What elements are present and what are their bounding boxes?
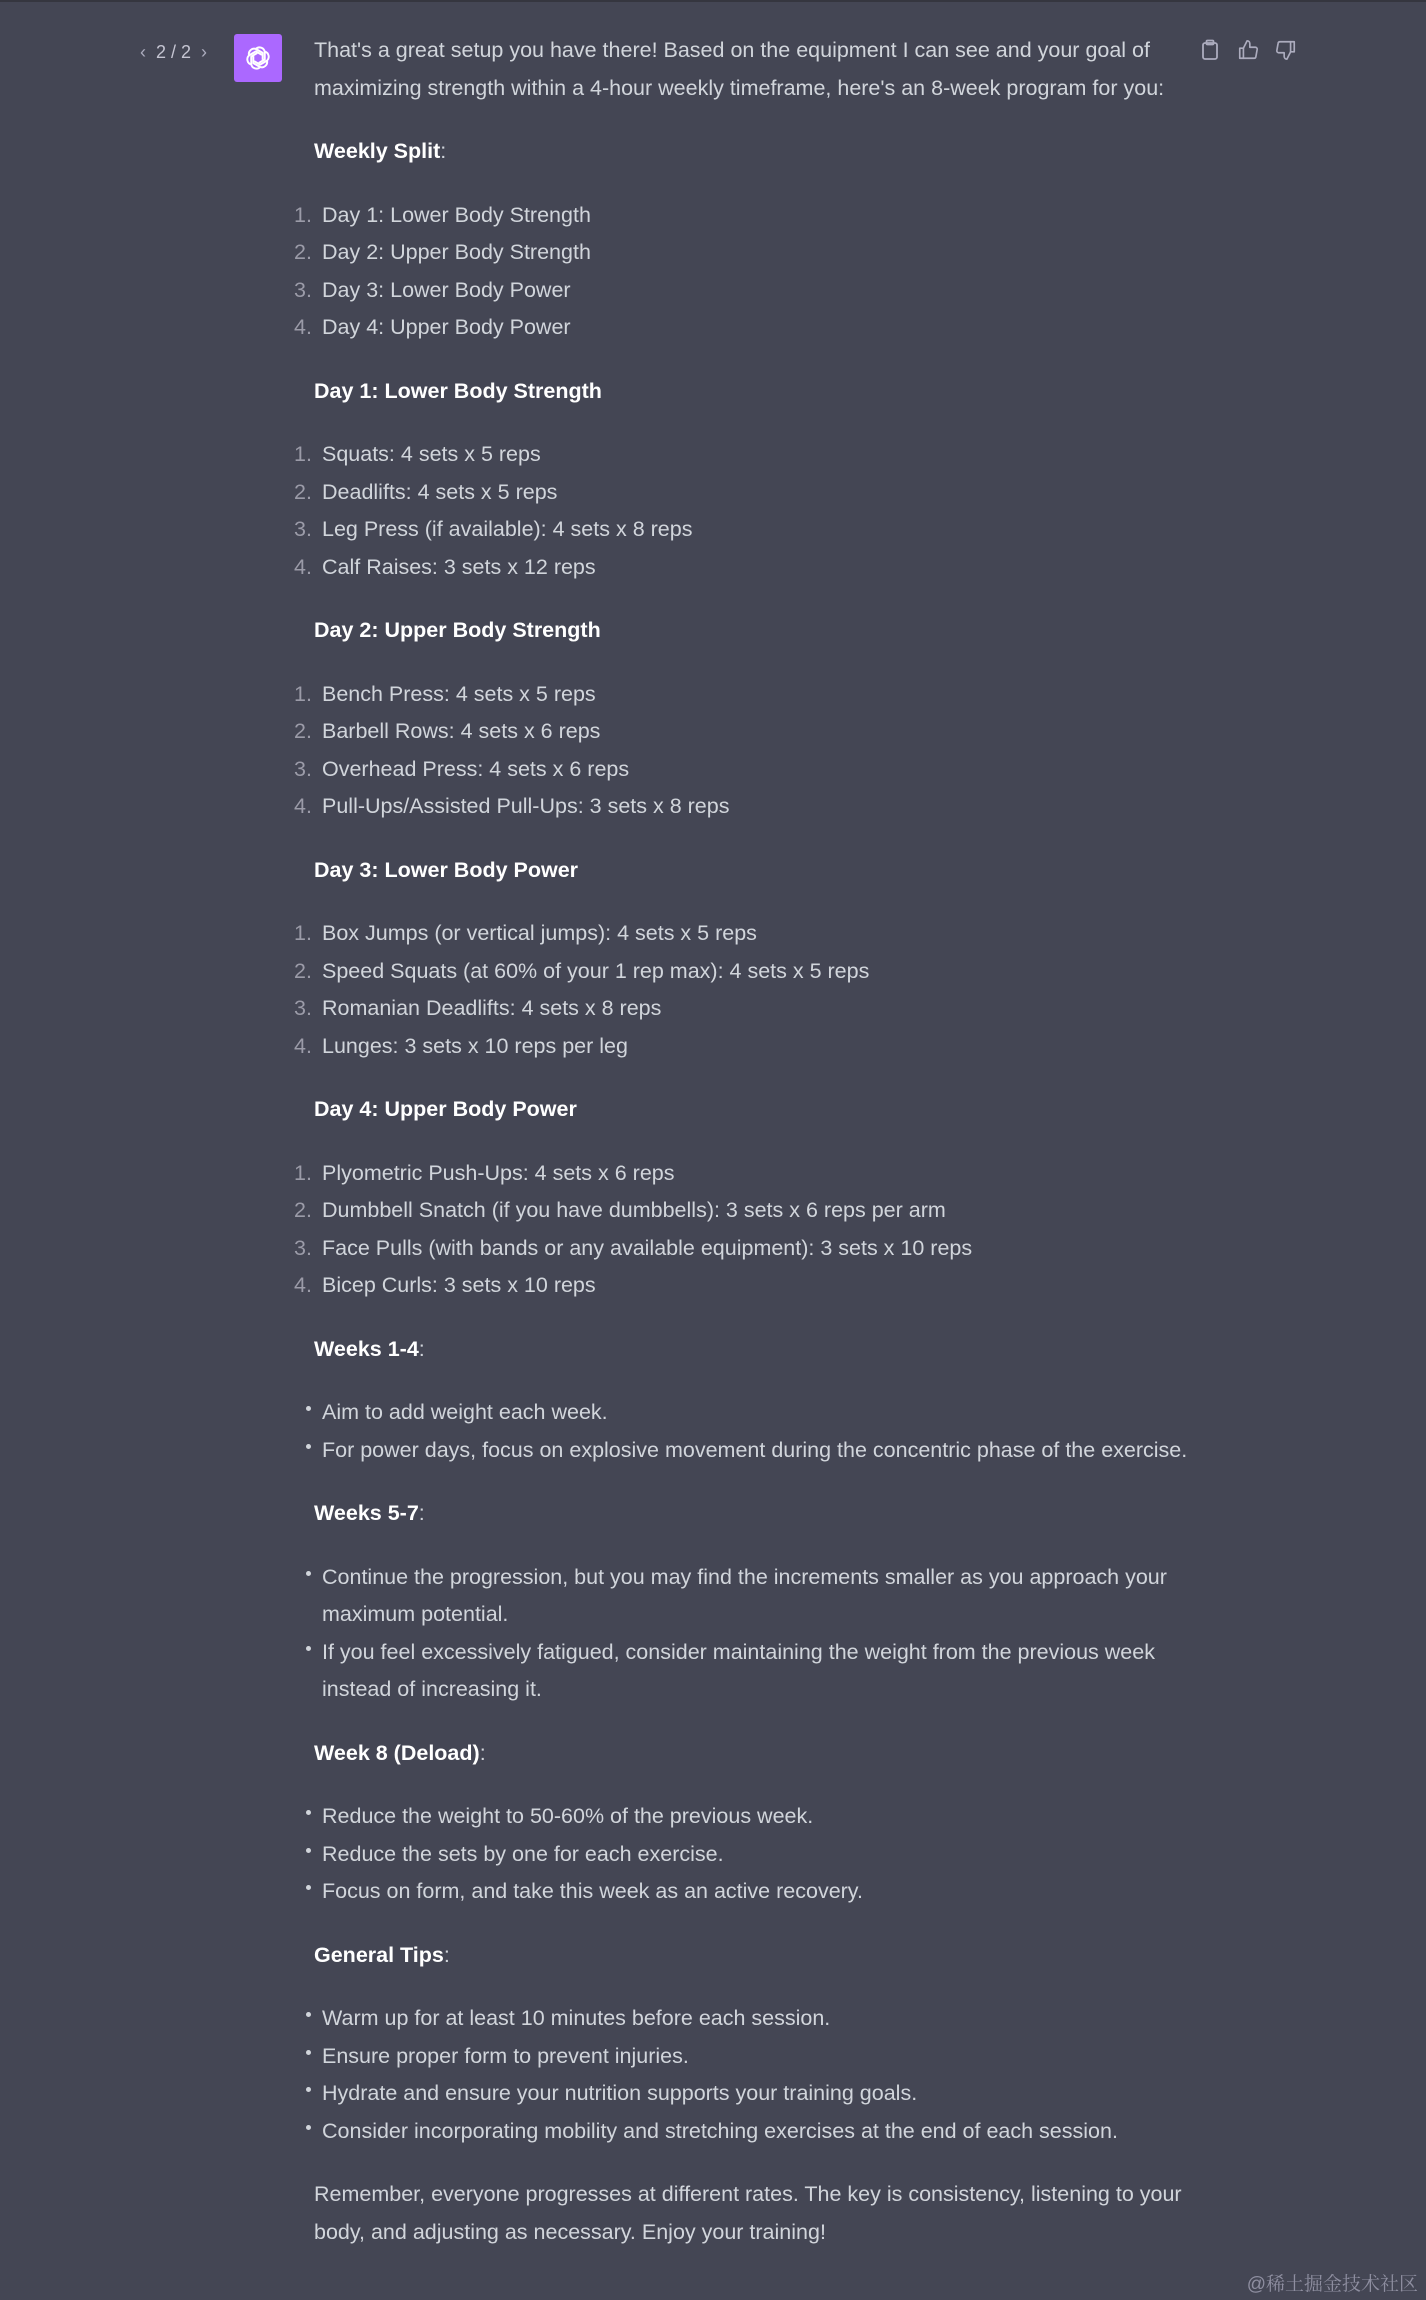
list-item-text: Reduce the weight to 50-60% of the previous week. bbox=[322, 1804, 814, 1828]
list-item bbox=[314, 2113, 1194, 2151]
section-heading-colon: : bbox=[440, 139, 447, 163]
list-item bbox=[314, 1432, 1194, 1470]
thumbs-down-icon bbox=[1275, 39, 1297, 61]
list-item-text: Pull-Ups/Assisted Pull-Ups: 3 sets x 8 reps bbox=[322, 794, 730, 818]
list-item bbox=[294, 197, 1194, 235]
list-item-text: Bicep Curls: 3 sets x 10 reps bbox=[322, 1273, 596, 1297]
copy-button[interactable] bbox=[1198, 38, 1222, 62]
watermark: @稀土掘金技术社区 bbox=[1246, 2274, 1418, 2295]
section-heading bbox=[314, 1495, 1194, 1533]
list-item-text: Day 4: Upper Body Power bbox=[322, 315, 571, 339]
list-item-text: Bench Press: 4 sets x 5 reps bbox=[322, 681, 596, 706]
section-heading-text: Weeks 1-4 bbox=[314, 1336, 419, 1361]
list-item-number: 4. bbox=[294, 554, 312, 579]
list-item-text: Leg Press (if available): 4 sets x 8 reps bbox=[322, 517, 693, 541]
message-actions bbox=[1198, 38, 1298, 62]
list-item-text: Consider incorporating mobility and stretching exercises at the end of each session. bbox=[322, 2118, 1118, 2143]
list-item-number: 4. bbox=[294, 315, 312, 339]
numbered-list bbox=[294, 915, 1194, 1065]
list-item bbox=[294, 1155, 1194, 1193]
bullet-list bbox=[314, 1798, 1194, 1911]
list-item-text: Face Pulls (with bands or any available equipment): 3 sets x 10 reps bbox=[322, 1235, 973, 1260]
pager-label: 2 / 2 bbox=[156, 42, 192, 62]
message-sections bbox=[294, 133, 1194, 2150]
bullet-list bbox=[314, 1394, 1194, 1469]
list-item bbox=[294, 474, 1194, 512]
list-item-text: Lunges: 3 sets x 10 reps per leg bbox=[322, 1033, 628, 1058]
list-item-number: 1. bbox=[294, 921, 312, 945]
list-item-text: Hydrate and ensure your nutrition supports your training goals. bbox=[322, 2081, 918, 2105]
list-item bbox=[294, 436, 1194, 474]
thumbs-up-icon bbox=[1237, 39, 1259, 61]
section-heading-colon: : bbox=[443, 1942, 450, 1967]
section-heading bbox=[314, 852, 1194, 890]
list-item bbox=[314, 1559, 1194, 1634]
list-item bbox=[294, 549, 1194, 587]
section-heading-text: Day 4: Upper Body Power bbox=[314, 1097, 577, 1121]
section-heading-text: Day 2: Upper Body Strength bbox=[314, 618, 601, 642]
openai-logo-icon bbox=[243, 43, 273, 73]
list-item-number: 1. bbox=[294, 681, 312, 706]
list-item-number: 3. bbox=[294, 277, 312, 302]
list-item-text: Plyometric Push-Ups: 4 sets x 6 reps bbox=[322, 1160, 675, 1185]
message-intro: That's a great setup you have there! Based on the equipment I can see and your goal of maximizing strength within a 4-hour weekly timeframe, here's an 8-week program for you: bbox=[314, 38, 1165, 100]
copy-icon bbox=[1200, 39, 1220, 61]
list-item bbox=[294, 272, 1194, 310]
list-item-number: 2. bbox=[294, 958, 312, 983]
list-item-text: Continue the progression, but you may find the increments smaller as you approach your maximum potential. bbox=[322, 1564, 1167, 1626]
list-item bbox=[294, 511, 1194, 549]
list-item bbox=[314, 2000, 1194, 2038]
section-heading-text: Day 1: Lower Body Strength bbox=[314, 378, 602, 403]
list-item-text: Box Jumps (or vertical jumps): 4 sets x 5 reps bbox=[322, 921, 757, 945]
list-item bbox=[294, 713, 1194, 751]
list-item-text: Deadlifts: 4 sets x 5 reps bbox=[322, 479, 558, 504]
list-item-text: Barbell Rows: 4 sets x 6 reps bbox=[322, 719, 601, 743]
list-item-number: 1. bbox=[294, 1160, 312, 1185]
list-item bbox=[314, 1394, 1194, 1432]
numbered-list bbox=[294, 197, 1194, 347]
section-heading-colon: : bbox=[479, 1740, 486, 1765]
section-heading bbox=[314, 612, 1194, 650]
list-item-text: Warm up for at least 10 minutes before each session. bbox=[322, 2006, 831, 2030]
assistant-avatar bbox=[234, 34, 282, 82]
bullet-list bbox=[314, 2000, 1194, 2150]
chevron-left-icon[interactable]: ‹ bbox=[140, 42, 146, 62]
section-heading bbox=[314, 1331, 1194, 1369]
numbered-list bbox=[294, 436, 1194, 586]
list-item-number: 3. bbox=[294, 756, 312, 781]
section-heading-colon: : bbox=[418, 1501, 425, 1525]
list-item bbox=[314, 1873, 1194, 1911]
response-pager bbox=[140, 42, 207, 63]
list-item bbox=[294, 990, 1194, 1028]
list-item-text: If you feel excessively fatigued, consider maintaining the weight from the previous week instead of increasing it. bbox=[322, 1639, 1155, 1701]
list-item bbox=[294, 1230, 1194, 1268]
list-item-number: 2. bbox=[294, 479, 312, 504]
list-item-number: 2. bbox=[294, 1198, 312, 1222]
section-heading bbox=[314, 133, 1194, 171]
section-heading bbox=[314, 373, 1194, 411]
list-item-text: Reduce the sets by one for each exercise. bbox=[322, 1841, 724, 1866]
list-item-number: 4. bbox=[294, 1273, 312, 1297]
section-heading-text: Day 3: Lower Body Power bbox=[314, 857, 579, 882]
list-item-number: 3. bbox=[294, 996, 312, 1020]
list-item-text: Focus on form, and take this week as an active recovery. bbox=[322, 1879, 863, 1903]
list-item-number: 2. bbox=[294, 719, 312, 743]
list-item bbox=[294, 1267, 1194, 1305]
list-item-text: Aim to add weight each week. bbox=[322, 1400, 608, 1424]
list-item bbox=[294, 1192, 1194, 1230]
list-item-number: 4. bbox=[294, 1033, 312, 1058]
bullet-list bbox=[314, 1559, 1194, 1709]
list-item-number: 1. bbox=[294, 442, 312, 466]
list-item-number: 4. bbox=[294, 794, 312, 818]
list-item-text: Dumbbell Snatch (if you have dumbbells): 3 sets x 6 reps per arm bbox=[322, 1198, 946, 1222]
list-item-number: 3. bbox=[294, 1235, 312, 1260]
section-heading-text: Weeks 5-7 bbox=[314, 1501, 419, 1525]
list-item-text: Speed Squats (at 60% of your 1 rep max): 4 sets x 5 reps bbox=[322, 958, 870, 983]
list-item-text: For power days, focus on explosive movement during the concentric phase of the exercise. bbox=[322, 1437, 1188, 1462]
section-heading bbox=[314, 1091, 1194, 1129]
list-item-text: Ensure proper form to prevent injuries. bbox=[322, 2043, 689, 2068]
list-item bbox=[294, 953, 1194, 991]
list-item-text: Calf Raises: 3 sets x 12 reps bbox=[322, 554, 596, 579]
list-item-text: Day 1: Lower Body Strength bbox=[322, 202, 591, 227]
list-item-text: Romanian Deadlifts: 4 sets x 8 reps bbox=[322, 996, 662, 1020]
list-item bbox=[314, 2075, 1194, 2113]
list-item bbox=[294, 676, 1194, 714]
list-item-number: 1. bbox=[294, 202, 312, 227]
chevron-right-icon[interactable]: › bbox=[201, 42, 208, 62]
list-item bbox=[294, 1028, 1194, 1066]
numbered-list bbox=[294, 676, 1194, 826]
list-item bbox=[294, 751, 1194, 789]
list-item bbox=[314, 1836, 1194, 1874]
list-item-text: Overhead Press: 4 sets x 6 reps bbox=[322, 756, 630, 781]
list-item bbox=[294, 234, 1194, 272]
list-item bbox=[294, 915, 1194, 953]
numbered-list bbox=[294, 1155, 1194, 1305]
list-item-number: 3. bbox=[294, 517, 312, 541]
thumbs-up-button[interactable] bbox=[1236, 38, 1260, 62]
list-item bbox=[314, 1798, 1194, 1836]
message-content bbox=[294, 32, 1194, 2251]
section-heading-text: Weekly Split bbox=[314, 139, 441, 163]
message-outro: Remember, everyone progresses at different rates. The key is consistency, listening to your body, and adjusting as necessary. Enjoy your training! bbox=[314, 2182, 1182, 2244]
list-item-text: Squats: 4 sets x 5 reps bbox=[322, 442, 541, 466]
list-item bbox=[314, 1634, 1194, 1709]
list-item-number: 2. bbox=[294, 240, 312, 264]
list-item bbox=[294, 309, 1194, 347]
list-item-text: Day 2: Upper Body Strength bbox=[322, 240, 591, 264]
section-heading bbox=[314, 1735, 1194, 1773]
list-item-text: Day 3: Lower Body Power bbox=[322, 277, 571, 302]
thumbs-down-button[interactable] bbox=[1274, 38, 1298, 62]
section-heading-text: General Tips bbox=[314, 1942, 444, 1967]
section-heading bbox=[314, 1937, 1194, 1975]
list-item bbox=[294, 788, 1194, 826]
section-heading-text: Week 8 (Deload) bbox=[314, 1740, 480, 1765]
section-heading-colon: : bbox=[418, 1336, 425, 1361]
list-item bbox=[314, 2038, 1194, 2076]
